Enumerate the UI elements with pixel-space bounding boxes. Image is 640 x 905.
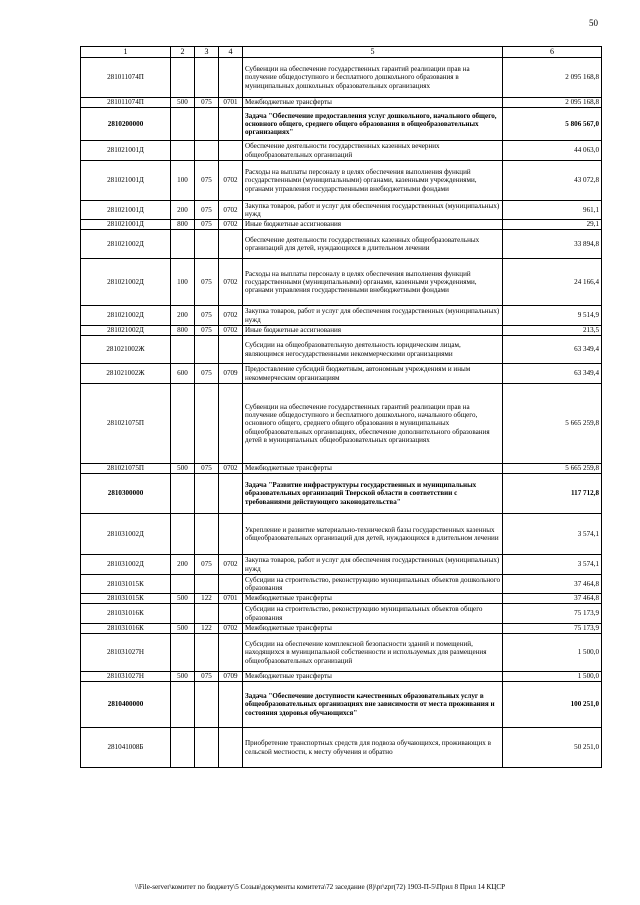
cell-ministry-code: 075	[195, 326, 219, 336]
cell-ministry-code	[195, 230, 219, 259]
cell-section-code: 0701	[219, 594, 243, 604]
cell-amount: 961,1	[503, 201, 602, 220]
table-row	[81, 634, 602, 672]
cell-ministry-code: 122	[195, 624, 219, 634]
cell-description: Расходы на выплаты персоналу в целях обеспечения выполнения функций государственными (муниципальными) органами, казенными учреждениями, органами управления государственными внебюджетными фондами	[243, 161, 503, 201]
cell-code: 281021001Д	[81, 201, 171, 220]
cell-ministry-code	[195, 141, 219, 161]
cell-expense-type	[171, 108, 195, 141]
cell-expense-type	[171, 634, 195, 672]
cell-code: 281021002Д	[81, 326, 171, 336]
cell-expense-type	[171, 575, 195, 594]
cell-amount: 3 574,1	[503, 555, 602, 575]
cell-ministry-code: 075	[195, 201, 219, 220]
cell-section-code	[219, 575, 243, 594]
cell-code: 281031016К	[81, 604, 171, 624]
cell-code: 281041008Б	[81, 728, 171, 768]
table-row	[81, 364, 602, 384]
cell-code: 281021002Д	[81, 306, 171, 326]
cell-section-code: 0702	[219, 161, 243, 201]
table-row	[81, 336, 602, 364]
table-row	[81, 594, 602, 604]
cell-amount: 33 894,8	[503, 230, 602, 259]
cell-code: 281031002Д	[81, 555, 171, 575]
cell-section-code	[219, 336, 243, 364]
cell-section-code: 0702	[219, 220, 243, 230]
cell-section-code	[219, 514, 243, 555]
cell-ministry-code	[195, 108, 219, 141]
cell-amount: 5 665 259,8	[503, 384, 602, 464]
cell-description: Задача "Обеспечение доступности качественных образовательных услуг в общеобразовательных организациях вне зависимости от места проживания и состояния здоровья обучающихся"	[243, 682, 503, 728]
table-row	[81, 384, 602, 464]
cell-expense-type	[171, 682, 195, 728]
cell-expense-type	[171, 604, 195, 624]
cell-description: Межбюджетные трансферты	[243, 624, 503, 634]
column-header: 1	[81, 47, 171, 58]
cell-description: Обеспечение деятельности государственных казенных общеобразовательных организаций для детей, нуждающихся в длительном лечении	[243, 230, 503, 259]
cell-ministry-code: 075	[195, 364, 219, 384]
cell-amount: 3 574,1	[503, 514, 602, 555]
cell-section-code: 0701	[219, 98, 243, 108]
cell-amount: 9 514,9	[503, 306, 602, 326]
cell-amount: 50 251,0	[503, 728, 602, 768]
cell-section-code	[219, 108, 243, 141]
table-row	[81, 220, 602, 230]
cell-description: Субсидии на общеобразовательную деятельность юридическим лицам, являющимся негосударственными некоммерческими организациями	[243, 336, 503, 364]
cell-amount: 43 072,8	[503, 161, 602, 201]
cell-description: Межбюджетные трансферты	[243, 594, 503, 604]
cell-code: 281021002Д	[81, 230, 171, 259]
cell-expense-type: 200	[171, 201, 195, 220]
column-header: 2	[171, 47, 195, 58]
cell-expense-type: 100	[171, 259, 195, 306]
cell-ministry-code: 075	[195, 464, 219, 474]
cell-amount: 1 500,0	[503, 634, 602, 672]
cell-section-code: 0702	[219, 259, 243, 306]
cell-description: Субвенции на обеспечение государственных гарантий реализации прав на получение общедоступного и бесплатного дошкольного, начального общего, основного общего, среднего общего образования в муниципальных общеобразовательных организациях, обеспечение дополнительного образования детей в муниципальных общеобразовательных организациях	[243, 384, 503, 464]
cell-section-code: 0702	[219, 624, 243, 634]
cell-section-code: 0702	[219, 201, 243, 220]
cell-code: 281021002Д	[81, 259, 171, 306]
column-header: 5	[243, 47, 503, 58]
cell-description: Закупка товаров, работ и услуг для обеспечения государственных (муниципальных) нужд	[243, 201, 503, 220]
column-header: 3	[195, 47, 219, 58]
cell-amount: 1 500,0	[503, 672, 602, 682]
cell-description: Иные бюджетные ассигнования	[243, 220, 503, 230]
cell-amount: 2 095 168,8	[503, 98, 602, 108]
table-row	[81, 575, 602, 594]
cell-ministry-code	[195, 336, 219, 364]
cell-amount: 44 063,0	[503, 141, 602, 161]
cell-section-code	[219, 634, 243, 672]
cell-code: 2810200000	[81, 108, 171, 141]
cell-expense-type: 800	[171, 326, 195, 336]
budget-table	[80, 46, 602, 768]
cell-code: 2810400000	[81, 682, 171, 728]
cell-code: 281031015К	[81, 575, 171, 594]
table-row	[81, 201, 602, 220]
cell-description: Закупка товаров, работ и услуг для обеспечения государственных (муниципальных) нужд	[243, 555, 503, 575]
cell-amount: 63 349,4	[503, 336, 602, 364]
cell-section-code	[219, 384, 243, 464]
cell-expense-type: 500	[171, 672, 195, 682]
cell-code: 281021001Д	[81, 220, 171, 230]
cell-ministry-code: 075	[195, 161, 219, 201]
cell-expense-type: 500	[171, 98, 195, 108]
page-number: 50	[589, 18, 598, 28]
cell-amount: 75 173,9	[503, 604, 602, 624]
table-row	[81, 98, 602, 108]
cell-section-code	[219, 604, 243, 624]
cell-section-code: 0702	[219, 326, 243, 336]
cell-description: Задача "Обеспечение предоставления услуг дошкольного, начального общего, основного общего, среднего общего образования в общеобразовательных организациях"	[243, 108, 503, 141]
cell-code: 281031002Д	[81, 514, 171, 555]
cell-code: 281011074П	[81, 98, 171, 108]
cell-description: Межбюджетные трансферты	[243, 672, 503, 682]
cell-section-code: 0709	[219, 672, 243, 682]
table-row	[81, 326, 602, 336]
cell-amount: 63 349,4	[503, 364, 602, 384]
cell-code: 281021075П	[81, 464, 171, 474]
table-row	[81, 230, 602, 259]
cell-ministry-code: 075	[195, 220, 219, 230]
cell-ministry-code	[195, 682, 219, 728]
cell-description: Расходы на выплаты персоналу в целях обеспечения выполнения функций государственными (муниципальными) органами, казенными учреждениями, органами управления государственными внебюджетными фондами	[243, 259, 503, 306]
cell-ministry-code	[195, 384, 219, 464]
cell-section-code	[219, 58, 243, 98]
table-row	[81, 624, 602, 634]
cell-code: 281011074П	[81, 58, 171, 98]
cell-expense-type	[171, 230, 195, 259]
cell-section-code	[219, 230, 243, 259]
table-row	[81, 306, 602, 326]
cell-description: Закупка товаров, работ и услуг для обеспечения государственных (муниципальных) нужд	[243, 306, 503, 326]
table-row	[81, 58, 602, 98]
cell-description: Субвенции на обеспечение государственных гарантий реализации прав на получение общедоступного и бесплатного дошкольного образования в муниципальных дошкольных образовательных организациях	[243, 58, 503, 98]
cell-expense-type: 500	[171, 624, 195, 634]
cell-code: 281031027Н	[81, 672, 171, 682]
cell-ministry-code	[195, 728, 219, 768]
cell-ministry-code	[195, 634, 219, 672]
cell-description: Укрепление и развитие материально-технической базы государственных казенных общеобразовательных организаций для детей, нуждающихся в длительном лечении	[243, 514, 503, 555]
cell-expense-type	[171, 728, 195, 768]
cell-amount: 37 464,8	[503, 594, 602, 604]
cell-description: Субсидии на обеспечение комплексной безопасности зданий и помещений, находящихся в муниципальной собственности и используемых для размещения общеобразовательных организаций	[243, 634, 503, 672]
cell-section-code	[219, 682, 243, 728]
table-row	[81, 672, 602, 682]
cell-section-code: 0702	[219, 464, 243, 474]
cell-section-code: 0709	[219, 364, 243, 384]
cell-amount: 100 251,0	[503, 682, 602, 728]
cell-code: 281021001Д	[81, 161, 171, 201]
cell-code: 281031016К	[81, 624, 171, 634]
cell-ministry-code: 075	[195, 672, 219, 682]
header-row	[81, 47, 602, 58]
cell-expense-type	[171, 514, 195, 555]
cell-ministry-code	[195, 514, 219, 555]
table-row	[81, 682, 602, 728]
cell-expense-type: 600	[171, 364, 195, 384]
cell-expense-type	[171, 336, 195, 364]
cell-amount: 117 712,8	[503, 474, 602, 514]
cell-code: 281031027Н	[81, 634, 171, 672]
cell-ministry-code: 075	[195, 306, 219, 326]
cell-expense-type	[171, 384, 195, 464]
cell-amount: 24 166,4	[503, 259, 602, 306]
cell-expense-type	[171, 474, 195, 514]
table-row	[81, 728, 602, 768]
cell-amount: 5 806 567,0	[503, 108, 602, 141]
cell-code: 281021075П	[81, 384, 171, 464]
cell-amount: 213,5	[503, 326, 602, 336]
cell-code: 281021001Д	[81, 141, 171, 161]
cell-section-code: 0702	[219, 555, 243, 575]
cell-section-code	[219, 728, 243, 768]
table-row	[81, 514, 602, 555]
cell-amount: 5 665 259,8	[503, 464, 602, 474]
cell-expense-type	[171, 141, 195, 161]
column-header: 6	[503, 47, 602, 58]
cell-ministry-code: 075	[195, 555, 219, 575]
cell-code: 281021002Ж	[81, 364, 171, 384]
cell-ministry-code: 122	[195, 594, 219, 604]
cell-code: 281031015К	[81, 594, 171, 604]
cell-expense-type: 200	[171, 555, 195, 575]
cell-amount: 29,1	[503, 220, 602, 230]
cell-section-code	[219, 474, 243, 514]
cell-ministry-code	[195, 575, 219, 594]
cell-description: Субсидии на строительство, реконструкцию муниципальных объектов дошкольного образования	[243, 575, 503, 594]
footer-file-path: \\File-server\комитет по бюджету\5 Созыв\документы комитета\72 заседание (8)\pr\zpr(72) 1903-П-5\Прил 8 Прил 14 КЦСР	[134, 883, 506, 891]
table-row	[81, 464, 602, 474]
cell-ministry-code: 075	[195, 259, 219, 306]
cell-code: 2810300000	[81, 474, 171, 514]
cell-expense-type: 200	[171, 306, 195, 326]
cell-expense-type: 100	[171, 161, 195, 201]
cell-description: Субсидии на строительство, реконструкцию муниципальных объектов общего образования	[243, 604, 503, 624]
column-header: 4	[219, 47, 243, 58]
cell-ministry-code: 075	[195, 98, 219, 108]
table-row	[81, 259, 602, 306]
cell-expense-type: 500	[171, 464, 195, 474]
cell-section-code	[219, 141, 243, 161]
cell-expense-type	[171, 58, 195, 98]
cell-description: Приобретение транспортных средств для подвоза обучающихся, проживающих в сельской местности, к месту обучения и обратно	[243, 728, 503, 768]
cell-description: Обеспечение деятельности государственных казенных вечерних общеобразовательных организаций	[243, 141, 503, 161]
table-row	[81, 474, 602, 514]
cell-description: Предоставление субсидий бюджетным, автономным учреждениям и иным некоммерческим организациям	[243, 364, 503, 384]
cell-expense-type: 500	[171, 594, 195, 604]
cell-amount: 75 173,9	[503, 624, 602, 634]
cell-amount: 2 095 168,8	[503, 58, 602, 98]
cell-expense-type: 800	[171, 220, 195, 230]
cell-code: 281021002Ж	[81, 336, 171, 364]
cell-description: Межбюджетные трансферты	[243, 464, 503, 474]
cell-description: Задача "Развитие инфраструктуры государственных и муниципальных образовательных организаций Тверской области в соответствии с требованиями действующего законодательства"	[243, 474, 503, 514]
table-row	[81, 604, 602, 624]
table-row	[81, 141, 602, 161]
table-row	[81, 555, 602, 575]
cell-description: Межбюджетные трансферты	[243, 98, 503, 108]
cell-description: Иные бюджетные ассигнования	[243, 326, 503, 336]
cell-ministry-code	[195, 604, 219, 624]
table-row	[81, 108, 602, 141]
cell-section-code: 0702	[219, 306, 243, 326]
cell-ministry-code	[195, 474, 219, 514]
table-body	[81, 58, 602, 768]
table-row	[81, 161, 602, 201]
cell-ministry-code	[195, 58, 219, 98]
cell-amount: 37 464,8	[503, 575, 602, 594]
